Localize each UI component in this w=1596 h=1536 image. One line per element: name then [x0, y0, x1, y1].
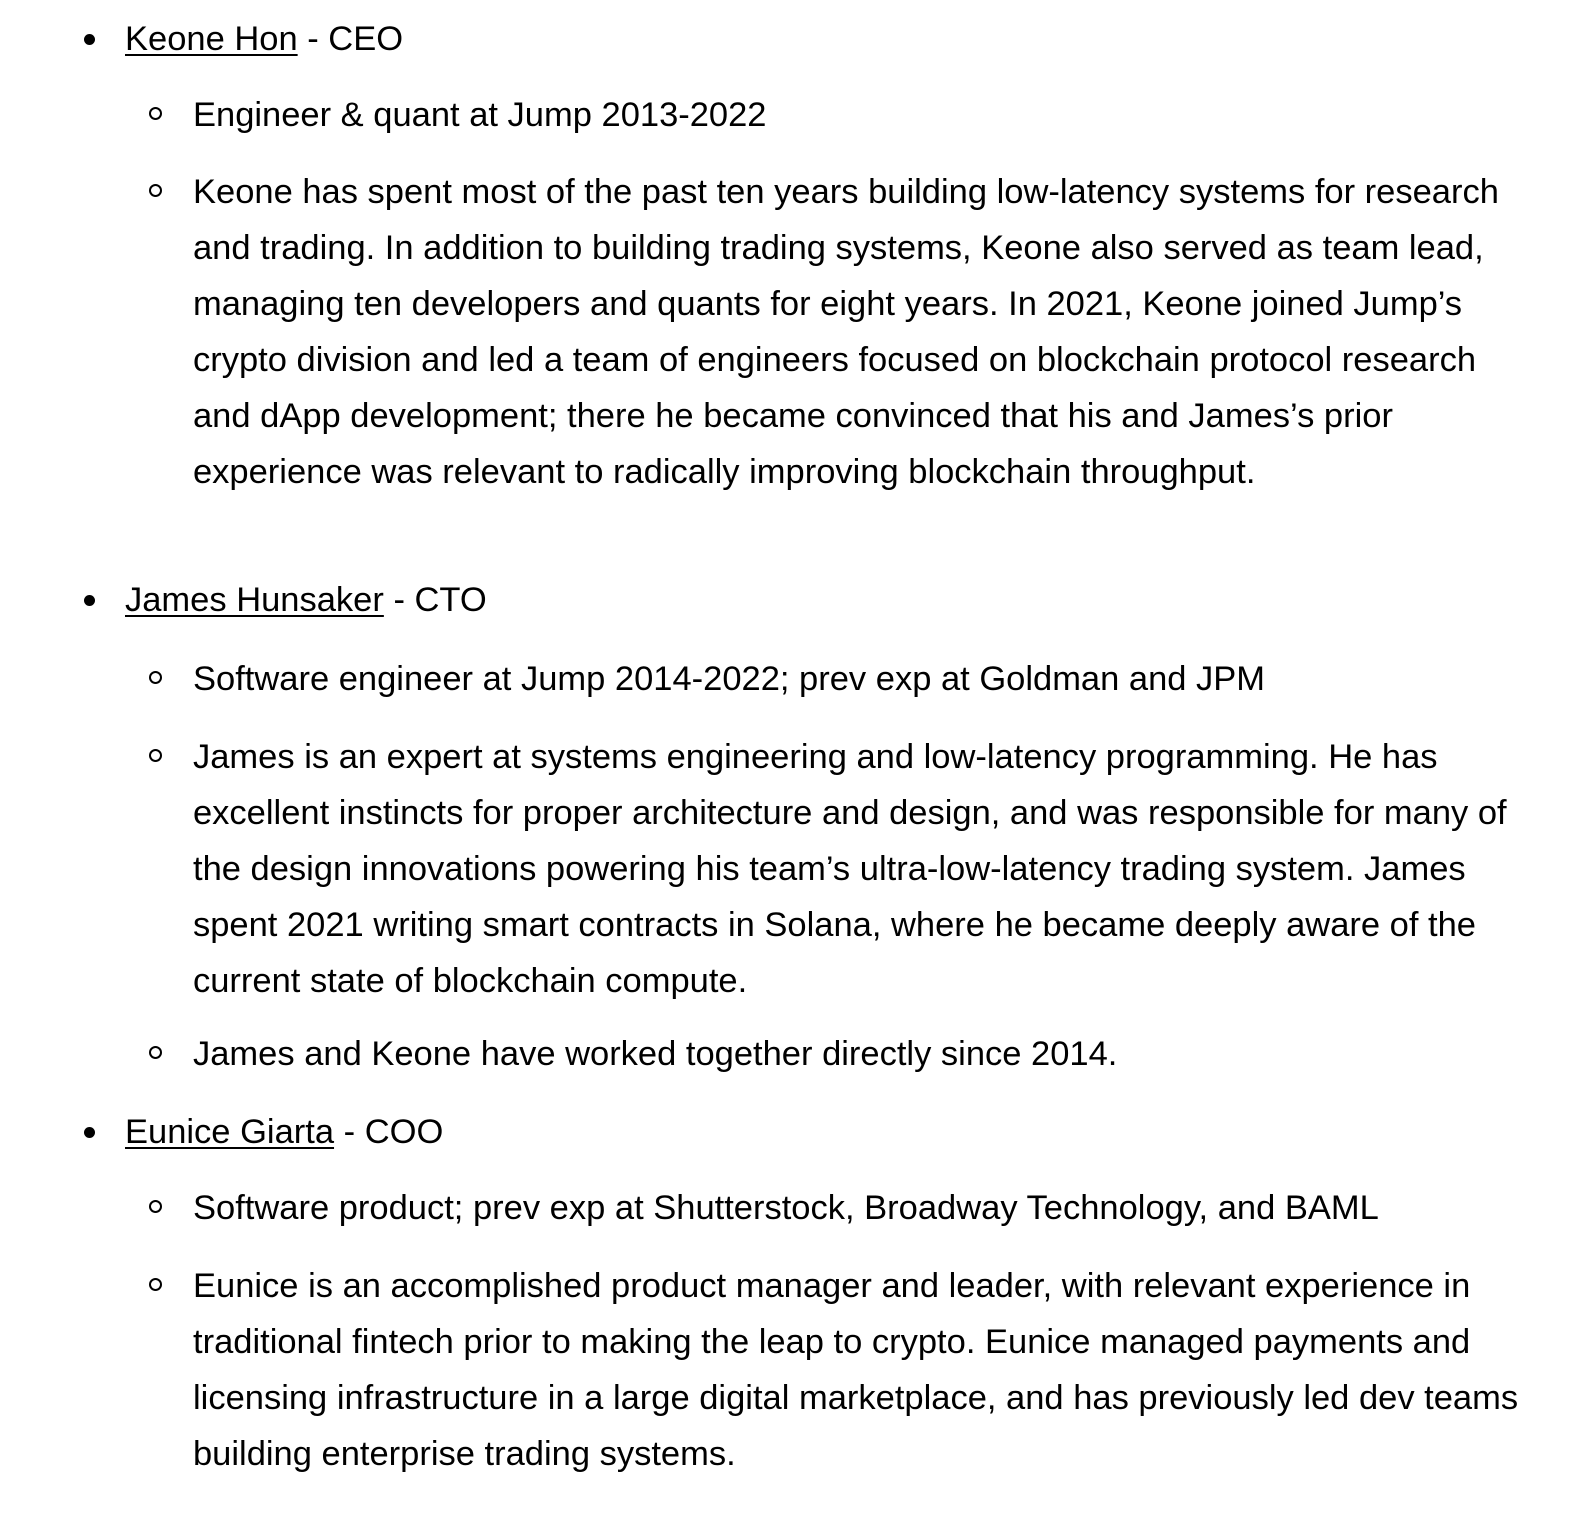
person-eunice	[0, 1104, 1596, 1160]
person-role: - COO	[334, 1113, 444, 1151]
bullet-circle-icon	[149, 107, 162, 120]
detail-text: James is an expert at systems engineering and low-latency programming. He has excellent instincts for proper architecture and design, and was responsible for many of the design innovations powering his team’s ultra-low-latency trading system. James spent 2021 writing smart contracts in Solana, where he became deeply aware of the current state of blockchain compute.	[193, 738, 1507, 1000]
person-role: - CTO	[383, 581, 487, 619]
detail-text: Keone has spent most of the past ten years building low-latency systems for research and trading. In addition to building trading systems, Keone also served as team lead, managing ten developers and quants for eight years. In 2021, Keone joined Jump’s crypto division and led a team of engineers focused on blockchain protocol research and dApp development; there he became convinced that his and James’s prior experience was relevant to radically improving blockchain throughput.	[193, 173, 1499, 491]
person-name-link[interactable]: James Hunsaker	[125, 581, 384, 619]
bullet-disc-icon	[84, 34, 95, 45]
person-heading	[0, 11, 1596, 67]
person-heading	[0, 572, 1596, 628]
person-heading	[0, 1104, 1596, 1160]
detail-text: James and Keone have worked together directly since 2014.	[193, 1035, 1118, 1073]
bullet-circle-icon	[149, 1278, 162, 1291]
bullet-circle-icon	[149, 671, 162, 684]
bullet-circle-icon	[149, 749, 162, 762]
person-role: - CEO	[297, 20, 404, 58]
detail-text: Software engineer at Jump 2014-2022; prev exp at Goldman and JPM	[193, 660, 1266, 698]
bullet-circle-icon	[149, 1200, 162, 1213]
person-keone	[0, 11, 1596, 67]
person-name-link[interactable]: Eunice Giarta	[125, 1113, 335, 1151]
detail-text: Software product; prev exp at Shutterstock, Broadway Technology, and BAML	[193, 1189, 1379, 1227]
bullet-disc-icon	[84, 595, 95, 606]
person-james	[0, 572, 1596, 628]
detail-text: Engineer & quant at Jump 2013-2022	[193, 96, 767, 134]
person-name-link[interactable]: Keone Hon	[125, 20, 298, 58]
bullet-circle-icon	[149, 1046, 162, 1059]
bullet-circle-icon	[149, 184, 162, 197]
detail-text: Eunice is an accomplished product manager and leader, with relevant experience in traditional fintech prior to making the leap to crypto. Eunice managed payments and licensing infrastructure in a large digital marketplace, and has previously led dev teams building enterprise trading systems.	[193, 1267, 1519, 1473]
bullet-disc-icon	[84, 1127, 95, 1138]
